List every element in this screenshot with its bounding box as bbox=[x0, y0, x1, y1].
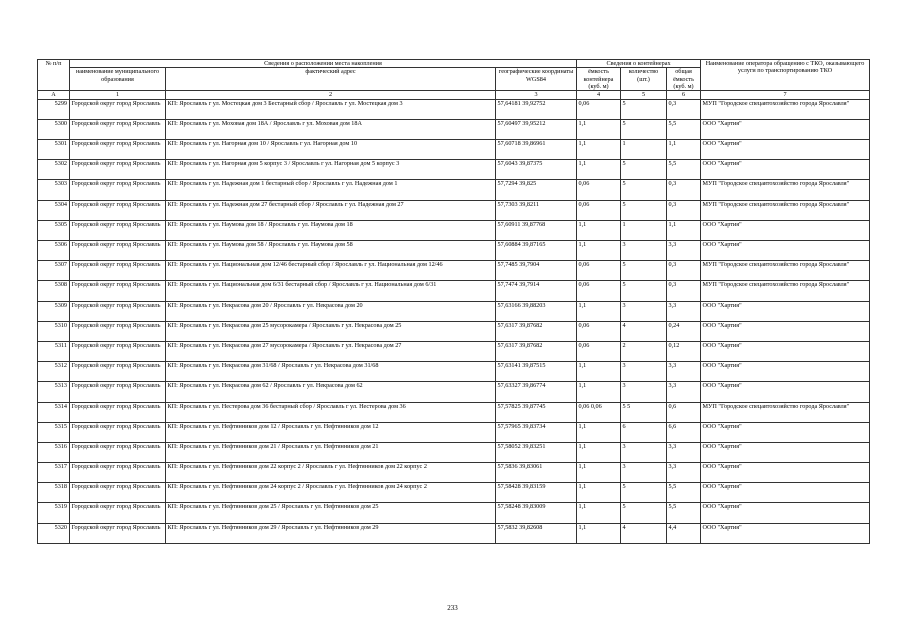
total-cell: 5,5 bbox=[667, 503, 701, 523]
address-cell: КП: Ярославль г ул. Некрасова дом 62 / Ярославль г ул. Некрасова дом 62 bbox=[166, 382, 496, 402]
header-capacity: ёмкость контейнера (куб. м) bbox=[577, 68, 621, 91]
coords-cell: 57,60497 39,95212 bbox=[496, 119, 577, 139]
column-index: 5 bbox=[621, 91, 667, 100]
capacity-cell: 0,06 bbox=[577, 341, 621, 361]
operator-cell: ООО "Хартия" bbox=[701, 321, 870, 341]
coords-cell: 57,6317 39,87682 bbox=[496, 341, 577, 361]
total-cell: 1,1 bbox=[667, 140, 701, 160]
capacity-cell: 0,06 bbox=[577, 261, 621, 281]
table-row bbox=[38, 99, 870, 119]
table-row bbox=[38, 200, 870, 220]
operator-cell: МУП "Городское спецавтохозяйство города Ярославля" bbox=[701, 200, 870, 220]
address-cell: КП: Ярославль г ул. Нефтянников дом 24 корпус 2 / Ярославль г ул. Нефтянников дом 24 корпус 2 bbox=[166, 483, 496, 503]
operator-cell: ООО "Хартия" bbox=[701, 483, 870, 503]
address-cell: КП: Ярославль г ул. Надежная дом 27 бестарный сбор / Ярославль г ул. Надежная дом 27 bbox=[166, 200, 496, 220]
coords-cell: 57,57825 39,87745 bbox=[496, 402, 577, 422]
table-row bbox=[38, 523, 870, 543]
header-count: количество (шт.) bbox=[621, 68, 667, 91]
address-cell: КП: Ярославль г ул. Нефтянников дом 25 / Ярославль г ул. Нефтянников дом 25 bbox=[166, 503, 496, 523]
total-cell: 0,3 bbox=[667, 200, 701, 220]
table-row bbox=[38, 281, 870, 301]
address-cell: КП: Ярославль г ул. Некрасова дом 20 / Ярославль г ул. Некрасова дом 20 bbox=[166, 301, 496, 321]
total-cell: 0,3 bbox=[667, 99, 701, 119]
total-cell: 5,5 bbox=[667, 119, 701, 139]
municipality-cell: Городской округ город Ярославль bbox=[70, 362, 166, 382]
coords-cell: 57,5836 39,83061 bbox=[496, 463, 577, 483]
address-cell: КП: Ярославль г ул. Некрасова дом 25 мусорокамера / Ярославль г ул. Некрасова дом 25 bbox=[166, 321, 496, 341]
address-cell: КП: Ярославль г ул. Наумова дом 58 / Ярославль г ул. Наумова дом 58 bbox=[166, 241, 496, 261]
count-cell: 2 bbox=[621, 341, 667, 361]
capacity-cell: 0,06 bbox=[577, 99, 621, 119]
operator-cell: МУП "Городское спецавтохозяйство города Ярославля" bbox=[701, 402, 870, 422]
operator-cell: ООО "Хартия" bbox=[701, 463, 870, 483]
table-body bbox=[38, 99, 870, 543]
capacity-cell: 1,1 bbox=[577, 442, 621, 462]
row-number: 5317 bbox=[38, 463, 70, 483]
count-cell: 1 bbox=[621, 220, 667, 240]
municipality-cell: Городской округ город Ярославль bbox=[70, 99, 166, 119]
row-number: 5313 bbox=[38, 382, 70, 402]
total-cell: 3,3 bbox=[667, 362, 701, 382]
column-index: 7 bbox=[701, 91, 870, 100]
count-cell: 3 bbox=[621, 301, 667, 321]
address-cell: КП: Ярославль г ул. Некрасова дом 31/68 / Ярославль г ул. Некрасова дом 31/68 bbox=[166, 362, 496, 382]
capacity-cell: 0,06 bbox=[577, 321, 621, 341]
municipality-cell: Городской округ город Ярославль bbox=[70, 281, 166, 301]
address-cell: КП: Ярославль г ул. Мостецкая дом 3 Бестарный сбор / Ярославль г ул. Мостецкая дом 3 bbox=[166, 99, 496, 119]
capacity-cell: 1,1 bbox=[577, 301, 621, 321]
total-cell: 0,6 bbox=[667, 402, 701, 422]
operator-cell: МУП "Городское спецавтохозяйство города Ярославля" bbox=[701, 99, 870, 119]
row-number: 5303 bbox=[38, 180, 70, 200]
row-number: 5318 bbox=[38, 483, 70, 503]
count-cell: 6 bbox=[621, 422, 667, 442]
count-cell: 5 bbox=[621, 503, 667, 523]
total-cell: 0,3 bbox=[667, 261, 701, 281]
capacity-cell: 1,1 bbox=[577, 503, 621, 523]
table-header bbox=[38, 60, 870, 100]
header-municipality: наименование муниципального образования bbox=[70, 68, 166, 91]
capacity-cell: 0,06 bbox=[577, 281, 621, 301]
operator-cell: ООО "Хартия" bbox=[701, 220, 870, 240]
table-row bbox=[38, 503, 870, 523]
municipality-cell: Городской округ город Ярославль bbox=[70, 341, 166, 361]
header-container-group: Сведения о контейнерах bbox=[577, 60, 701, 68]
municipality-cell: Городской округ город Ярославль bbox=[70, 140, 166, 160]
capacity-cell: 1,1 bbox=[577, 119, 621, 139]
total-cell: 3,3 bbox=[667, 463, 701, 483]
count-cell: 3 bbox=[621, 463, 667, 483]
total-cell: 4,4 bbox=[667, 523, 701, 543]
coords-cell: 57,60911 39,87768 bbox=[496, 220, 577, 240]
row-number: 5316 bbox=[38, 442, 70, 462]
address-cell: КП: Ярославль г ул. Нефтянников дом 29 / Ярославль г ул. Нефтянников дом 29 bbox=[166, 523, 496, 543]
registry-table bbox=[37, 59, 870, 544]
municipality-cell: Городской округ город Ярославль bbox=[70, 442, 166, 462]
row-number: 5310 bbox=[38, 321, 70, 341]
coords-cell: 57,7303 39,8211 bbox=[496, 200, 577, 220]
total-cell: 3,3 bbox=[667, 442, 701, 462]
table-row bbox=[38, 483, 870, 503]
total-cell: 1,1 bbox=[667, 220, 701, 240]
total-cell: 3,3 bbox=[667, 301, 701, 321]
capacity-cell: 1,1 bbox=[577, 463, 621, 483]
row-number: 5307 bbox=[38, 261, 70, 281]
coords-cell: 57,5832 39,82608 bbox=[496, 523, 577, 543]
table-row bbox=[38, 422, 870, 442]
header-operator: Наименование оператора обращению с ТКО, оказывающего услуги по транспортированию ТКО bbox=[701, 60, 870, 91]
address-cell: КП: Ярославль г ул. Национальная дом 12/46 бестарный сбор / Ярославль г ул. Национальная дом 12/46 bbox=[166, 261, 496, 281]
count-cell: 5 bbox=[621, 261, 667, 281]
table-row bbox=[38, 362, 870, 382]
address-cell: КП: Ярославль г ул. Наумова дом 18 / Ярославль г ул. Наумова дом 18 bbox=[166, 220, 496, 240]
count-cell: 3 bbox=[621, 442, 667, 462]
address-cell: КП: Ярославль г ул. Нефтянников дом 21 / Ярославль г ул. Нефтянников дом 21 bbox=[166, 442, 496, 462]
count-cell: 3 bbox=[621, 382, 667, 402]
municipality-cell: Городской округ город Ярославль bbox=[70, 523, 166, 543]
column-index-row bbox=[38, 91, 870, 100]
address-cell: КП: Ярославль г ул. Национальная дом 6/31 бестарный сбор / Ярославль г ул. Национальная дом 6/31 bbox=[166, 281, 496, 301]
row-number: 5311 bbox=[38, 341, 70, 361]
municipality-cell: Городской округ город Ярославль bbox=[70, 261, 166, 281]
capacity-cell: 1,1 bbox=[577, 140, 621, 160]
coords-cell: 57,58428 39,83159 bbox=[496, 483, 577, 503]
coords-cell: 57,63327 39,86774 bbox=[496, 382, 577, 402]
row-number: 5301 bbox=[38, 140, 70, 160]
operator-cell: ООО "Хартия" bbox=[701, 362, 870, 382]
operator-cell: МУП "Городское спецавтохозяйство города Ярославля" bbox=[701, 261, 870, 281]
row-number: 5300 bbox=[38, 119, 70, 139]
header-num: № п/п bbox=[38, 60, 70, 91]
municipality-cell: Городской округ город Ярославль bbox=[70, 422, 166, 442]
municipality-cell: Городской округ город Ярославль bbox=[70, 180, 166, 200]
capacity-cell: 0,06 0,06 bbox=[577, 402, 621, 422]
operator-cell: ООО "Хартия" bbox=[701, 241, 870, 261]
total-cell: 5,5 bbox=[667, 483, 701, 503]
municipality-cell: Городской округ город Ярославль bbox=[70, 402, 166, 422]
row-number: 5312 bbox=[38, 362, 70, 382]
address-cell: КП: Ярославль г ул. Надежная дом 1 бестарный сбор / Ярославль г ул. Надежная дом 1 bbox=[166, 180, 496, 200]
total-cell: 0,24 bbox=[667, 321, 701, 341]
municipality-cell: Городской округ город Ярославль bbox=[70, 301, 166, 321]
table-row bbox=[38, 301, 870, 321]
capacity-cell: 1,1 bbox=[577, 422, 621, 442]
count-cell: 3 bbox=[621, 362, 667, 382]
row-number: 5305 bbox=[38, 220, 70, 240]
municipality-cell: Городской округ город Ярославль bbox=[70, 382, 166, 402]
count-cell: 5 bbox=[621, 180, 667, 200]
operator-cell: ООО "Хартия" bbox=[701, 382, 870, 402]
operator-cell: МУП "Городское спецавтохозяйство города Ярославля" bbox=[701, 281, 870, 301]
table-row bbox=[38, 321, 870, 341]
address-cell: КП: Ярославль г ул. Нефтянников дом 22 корпус 2 / Ярославль г ул. Нефтянников дом 22 корпус 2 bbox=[166, 463, 496, 483]
capacity-cell: 1,1 bbox=[577, 382, 621, 402]
column-index: 1 bbox=[70, 91, 166, 100]
coords-cell: 57,7474 39,7914 bbox=[496, 281, 577, 301]
table-row bbox=[38, 220, 870, 240]
capacity-cell: 1,1 bbox=[577, 160, 621, 180]
capacity-cell: 1,1 bbox=[577, 483, 621, 503]
column-index: 6 bbox=[667, 91, 701, 100]
municipality-cell: Городской округ город Ярославль bbox=[70, 160, 166, 180]
count-cell: 4 bbox=[621, 523, 667, 543]
row-number: 5320 bbox=[38, 523, 70, 543]
coords-cell: 57,60718 39,86961 bbox=[496, 140, 577, 160]
count-cell: 3 bbox=[621, 241, 667, 261]
total-cell: 0,3 bbox=[667, 281, 701, 301]
capacity-cell: 0,06 bbox=[577, 200, 621, 220]
capacity-cell: 1,1 bbox=[577, 220, 621, 240]
row-number: 5314 bbox=[38, 402, 70, 422]
count-cell: 5 bbox=[621, 160, 667, 180]
coords-cell: 57,60884 39,87165 bbox=[496, 241, 577, 261]
municipality-cell: Городской округ город Ярославль bbox=[70, 503, 166, 523]
row-number: 5309 bbox=[38, 301, 70, 321]
row-number: 5302 bbox=[38, 160, 70, 180]
operator-cell: ООО "Хартия" bbox=[701, 119, 870, 139]
total-cell: 6,6 bbox=[667, 422, 701, 442]
operator-cell: ООО "Хартия" bbox=[701, 160, 870, 180]
count-cell: 5 bbox=[621, 119, 667, 139]
column-index: 3 bbox=[496, 91, 577, 100]
address-cell: КП: Ярославль г ул. Нагорная дом 5 корпус 3 / Ярославль г ул. Нагорная дом 5 корпус 3 bbox=[166, 160, 496, 180]
municipality-cell: Городской округ город Ярославль bbox=[70, 200, 166, 220]
count-cell: 5 bbox=[621, 200, 667, 220]
row-number: 5308 bbox=[38, 281, 70, 301]
table-row bbox=[38, 463, 870, 483]
coords-cell: 57,64181 39,92752 bbox=[496, 99, 577, 119]
coords-cell: 57,6317 39,87682 bbox=[496, 321, 577, 341]
row-number: 5315 bbox=[38, 422, 70, 442]
capacity-cell: 1,1 bbox=[577, 362, 621, 382]
operator-cell: ООО "Хартия" bbox=[701, 503, 870, 523]
table-row bbox=[38, 241, 870, 261]
count-cell: 5 bbox=[621, 281, 667, 301]
table-row bbox=[38, 402, 870, 422]
address-cell: КП: Ярославль г ул. Некрасова дом 27 мусорокамера / Ярославль г ул. Некрасова дом 27 bbox=[166, 341, 496, 361]
table-row bbox=[38, 140, 870, 160]
address-cell: КП: Ярославль г ул. Нефтянников дом 12 / Ярославль г ул. Нефтянников дом 12 bbox=[166, 422, 496, 442]
table-row bbox=[38, 119, 870, 139]
municipality-cell: Городской округ город Ярославль bbox=[70, 463, 166, 483]
total-cell: 5,5 bbox=[667, 160, 701, 180]
header-total: общая ёмкость (куб. м) bbox=[667, 68, 701, 91]
coords-cell: 57,63166 39,88203 bbox=[496, 301, 577, 321]
header-coords: географические координаты WGS84 bbox=[496, 68, 577, 91]
coords-cell: 57,58052 39,83251 bbox=[496, 442, 577, 462]
count-cell: 4 bbox=[621, 321, 667, 341]
address-cell: КП: Ярославль г ул. Нестерова дом 36 бестарный сбор / Ярославль г ул. Нестерова дом 36 bbox=[166, 402, 496, 422]
operator-cell: ООО "Хартия" bbox=[701, 301, 870, 321]
total-cell: 0,12 bbox=[667, 341, 701, 361]
capacity-cell: 0,06 bbox=[577, 180, 621, 200]
municipality-cell: Городской округ город Ярославль bbox=[70, 119, 166, 139]
operator-cell: ООО "Хартия" bbox=[701, 140, 870, 160]
column-index: А bbox=[38, 91, 70, 100]
row-number: 5319 bbox=[38, 503, 70, 523]
table-row bbox=[38, 382, 870, 402]
coords-cell: 57,7485 39,7904 bbox=[496, 261, 577, 281]
table-row bbox=[38, 180, 870, 200]
table-row bbox=[38, 261, 870, 281]
municipality-cell: Городской округ город Ярославль bbox=[70, 483, 166, 503]
page-number: 233 bbox=[447, 604, 458, 612]
operator-cell: ООО "Хартия" bbox=[701, 442, 870, 462]
operator-cell: МУП "Городское спецавтохозяйство города Ярославля" bbox=[701, 180, 870, 200]
address-cell: КП: Ярославль г ул. Моховая дом 18А / Ярославль г ул. Моховая дом 18А bbox=[166, 119, 496, 139]
address-cell: КП: Ярославль г ул. Нагорная дом 10 / Ярославль г ул. Нагорная дом 10 bbox=[166, 140, 496, 160]
row-number: 5304 bbox=[38, 200, 70, 220]
table-row bbox=[38, 442, 870, 462]
table-row bbox=[38, 160, 870, 180]
coords-cell: 57,7294 39,825 bbox=[496, 180, 577, 200]
municipality-cell: Городской округ город Ярославль bbox=[70, 321, 166, 341]
count-cell: 1 bbox=[621, 140, 667, 160]
table-row bbox=[38, 341, 870, 361]
total-cell: 0,3 bbox=[667, 180, 701, 200]
header-location-group: Сведения о расположении места накопления bbox=[70, 60, 577, 68]
coords-cell: 57,63141 39,87515 bbox=[496, 362, 577, 382]
municipality-cell: Городской округ город Ярославль bbox=[70, 241, 166, 261]
coords-cell: 57,58248 39,83009 bbox=[496, 503, 577, 523]
capacity-cell: 1,1 bbox=[577, 523, 621, 543]
operator-cell: ООО "Хартия" bbox=[701, 422, 870, 442]
count-cell: 5 bbox=[621, 483, 667, 503]
column-index: 4 bbox=[577, 91, 621, 100]
total-cell: 3,3 bbox=[667, 241, 701, 261]
count-cell: 5 bbox=[621, 99, 667, 119]
operator-cell: ООО "Хартия" bbox=[701, 341, 870, 361]
coords-cell: 57,57965 39,83734 bbox=[496, 422, 577, 442]
capacity-cell: 1,1 bbox=[577, 241, 621, 261]
coords-cell: 57,6043 39,87375 bbox=[496, 160, 577, 180]
column-index: 2 bbox=[166, 91, 496, 100]
municipality-cell: Городской округ город Ярославль bbox=[70, 220, 166, 240]
row-number: 5299 bbox=[38, 99, 70, 119]
count-cell: 5 5 bbox=[621, 402, 667, 422]
header-address: фактический адрес bbox=[166, 68, 496, 91]
row-number: 5306 bbox=[38, 241, 70, 261]
total-cell: 3,3 bbox=[667, 382, 701, 402]
operator-cell: ООО "Хартия" bbox=[701, 523, 870, 543]
